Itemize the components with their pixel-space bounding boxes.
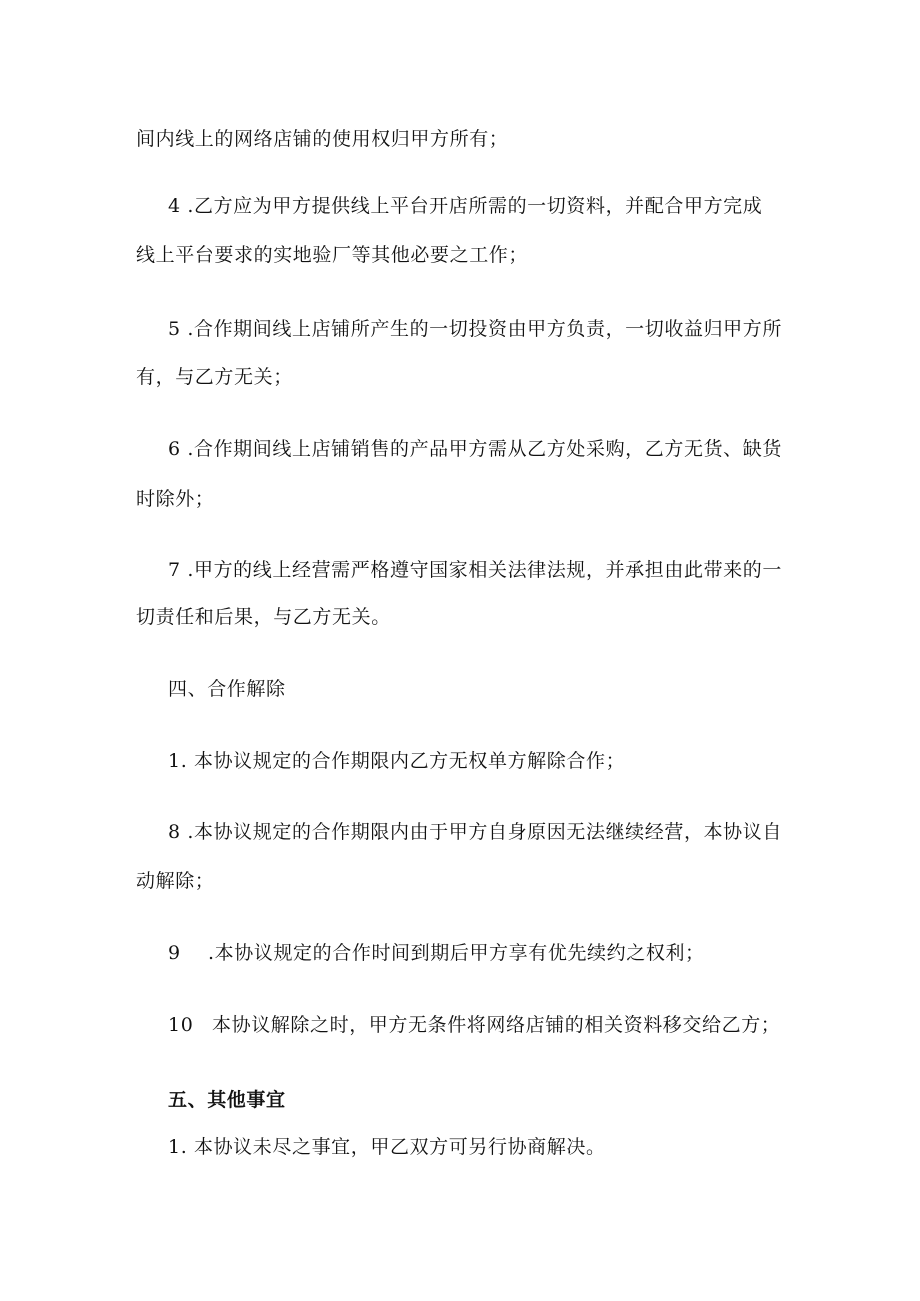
text-line: 间内线上的网络店铺的使用权归甲方所有；	[136, 128, 509, 150]
clause-8-line-1: 8 .本协议规定的合作期限内由于甲方自身原因无法继续经营，本协议自	[168, 821, 782, 843]
clause-10-number: 10	[168, 1014, 194, 1036]
clause-5-line-2: 有，与乙方无关；	[136, 366, 293, 388]
clause-6-line-2: 时除外；	[136, 488, 215, 510]
clause-5-line-1: 5 .合作期间线上店铺所产生的一切投资由甲方负责，一切收益归甲方所	[168, 318, 782, 340]
clause-7-line-2: 切责任和后果，与乙方无关。	[136, 606, 391, 628]
clause-6-line-1: 6 .合作期间线上店铺销售的产品甲方需从乙方处采购，乙方无货、缺货	[168, 438, 782, 460]
clause-4-line-1: 4 .乙方应为甲方提供线上平台开店所需的一切资料，并配合甲方完成	[168, 195, 763, 217]
clause-9	[168, 940, 705, 966]
clause-10	[168, 1012, 780, 1038]
clause-9-number: 9	[168, 942, 181, 964]
clause-8-line-2: 动解除；	[136, 870, 215, 892]
clause-4-line-2: 线上平台要求的实地验厂等其他必要之工作；	[136, 244, 529, 266]
section-4-heading: 四、合作解除	[168, 678, 286, 700]
other-matters-item-1: 1. 本协议未尽之事宜，甲乙双方可另行协商解决。	[168, 1136, 606, 1158]
clause-9-text: .本协议规定的合作时间到期后甲方享有优先续约之权利；	[208, 942, 705, 964]
clause-7-line-1: 7 .甲方的线上经营需严格遵守国家相关法律法规，并承担由此带来的一	[168, 559, 782, 581]
clause-10-text: 本协议解除之时，甲方无条件将网络店铺的相关资料移交给乙方；	[212, 1014, 781, 1036]
section-5-heading: 五、其他事宜	[168, 1089, 286, 1111]
termination-item-1: 1. 本协议规定的合作期限内乙方无权单方解除合作；	[168, 750, 626, 772]
